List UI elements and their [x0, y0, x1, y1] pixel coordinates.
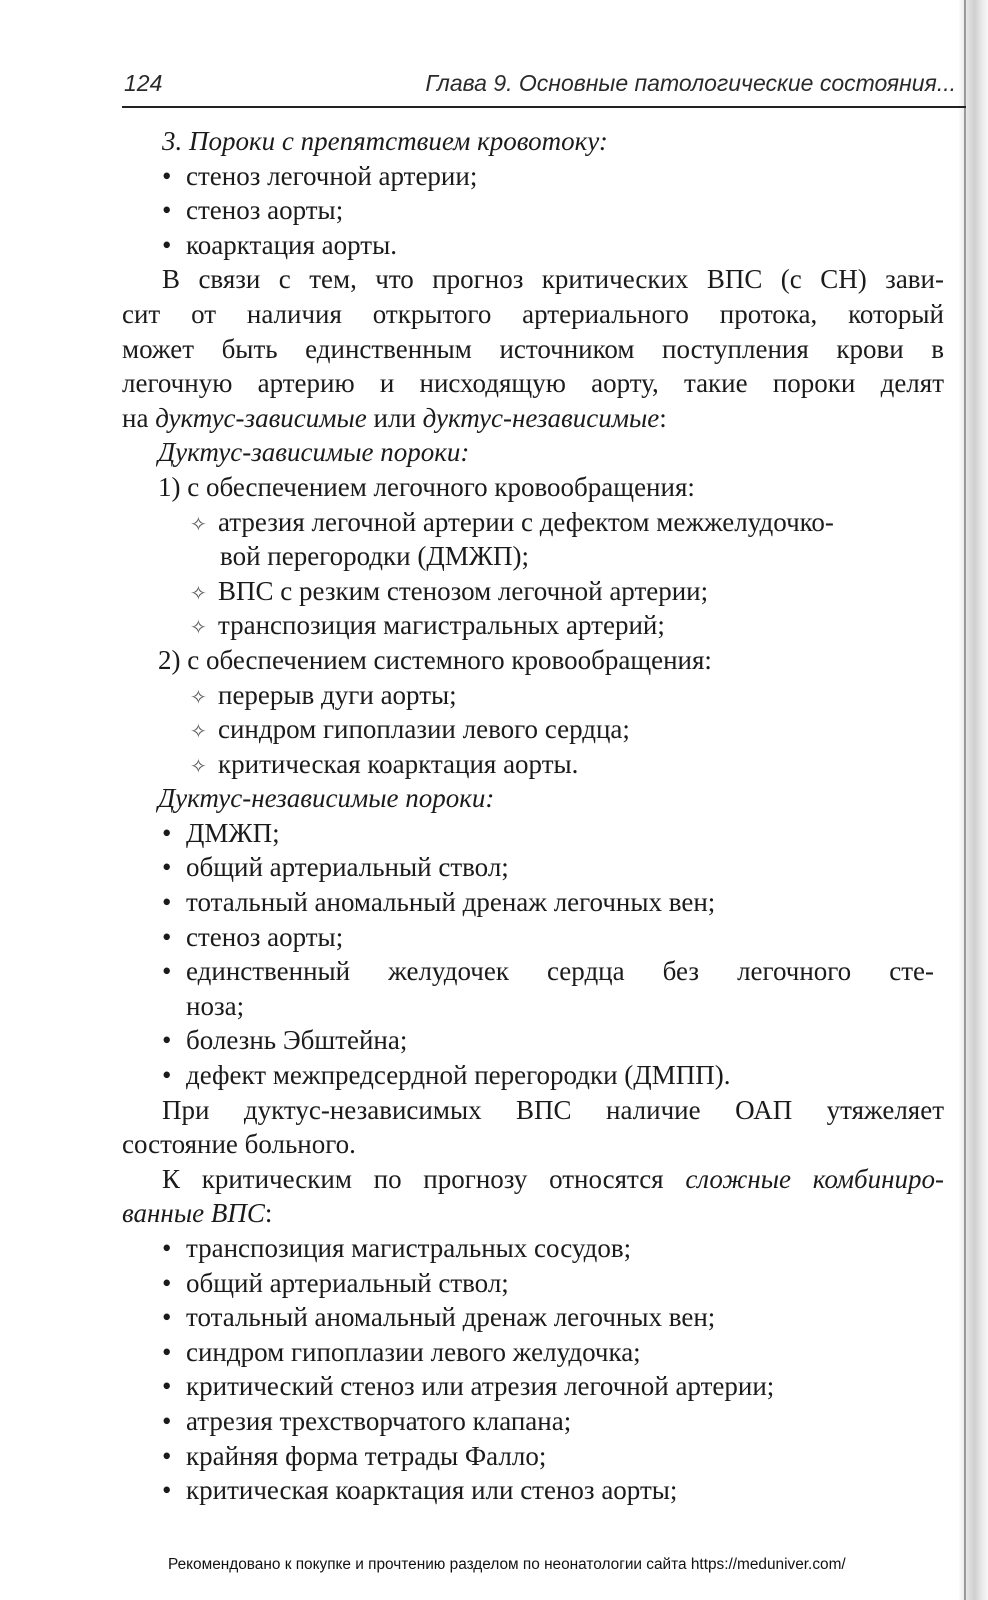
paragraph-line: сит от наличия открытого артериального протока, который: [122, 298, 944, 329]
sub-list-item-continuation: вой перегородки (ДМЖП);: [220, 541, 529, 572]
list-item: • тотальный аномальный дренаж легочных вен;: [122, 885, 944, 920]
bullet-icon: •: [162, 1336, 172, 1367]
list-item: • стеноз легочной артерии;: [122, 159, 944, 194]
list-item-continuation: ноза;: [186, 990, 245, 1021]
list-item: • атрезия трехстворчатого клапана;: [122, 1404, 944, 1439]
numbered-item: 1) с обеспечением легочного кровообращения:: [158, 471, 695, 502]
term-italic: дуктус-зависимые: [155, 402, 367, 433]
bullet-icon: •: [162, 852, 172, 883]
diamond-bullet-icon: ✧: [190, 615, 207, 640]
diamond-bullet-icon: ✧: [190, 719, 207, 744]
list-item: • критическая коарктация или стеноз аорты;: [122, 1473, 944, 1508]
list-item: • общий артериальный ствол;: [122, 1266, 944, 1301]
bullet-icon: •: [162, 1025, 172, 1056]
paragraph-line: В связи с тем, что прогноз критических ВПС (с СН) зави-: [162, 264, 944, 295]
chapter-title: Глава 9. Основные патологические состояния...: [425, 70, 956, 96]
header-rule: [122, 106, 966, 108]
paragraph-line: состояние больного.: [122, 1129, 356, 1160]
list-item: • общий артериальный ствол;: [122, 850, 944, 885]
paragraph-line: легочную артерию и нисходящую аорту, такие пороки делят: [122, 368, 944, 399]
section-heading: 3. Пороки с препятствием кровотоку:: [162, 126, 608, 156]
paragraph-line: может быть единственным источником поступления крови в: [122, 333, 944, 364]
subsection-heading: Дуктус-зависимые пороки:: [158, 437, 470, 468]
footer-note: Рекомендовано к покупке и прочтению разделом по неонатологии сайта https://meduniver.com/: [168, 1556, 846, 1573]
term-italic: дуктус-независимые: [422, 402, 660, 433]
paragraph-line: ванные ВПС:: [122, 1198, 273, 1229]
page-number: 124: [124, 70, 163, 96]
bullet-icon: •: [162, 1475, 172, 1506]
diamond-bullet-icon: ✧: [190, 580, 207, 605]
page-edge-line: [964, 0, 966, 1600]
term-italic: сложные комбиниро-: [685, 1163, 944, 1194]
paragraph-line: При дуктус-независимых ВПС наличие ОАП утяжеляет: [162, 1094, 944, 1125]
bullet-icon: •: [162, 1371, 172, 1402]
bullet-icon: •: [162, 1405, 172, 1436]
sub-list-item: ✧ атрезия легочной артерии с дефектом межжелудочко-: [122, 505, 944, 540]
bullet-icon: •: [162, 195, 172, 226]
list-item: • болезнь Эбштейна;: [122, 1023, 944, 1058]
diamond-bullet-icon: ✧: [190, 753, 207, 778]
diamond-bullet-icon: ✧: [190, 684, 207, 709]
paragraph-line: К критическим по прогнозу относятся сложные комбиниро-: [162, 1163, 944, 1194]
list-item: • коарктация аорты.: [122, 228, 944, 263]
list-item: • синдром гипоплазии левого желудочка;: [122, 1335, 944, 1370]
bullet-icon: •: [162, 229, 172, 260]
sub-list-item: ✧ транспозиция магистральных артерий;: [122, 608, 944, 643]
list-item: • крайняя форма тетрады Фалло;: [122, 1439, 944, 1474]
page-edge-shadow: [958, 0, 988, 1600]
bullet-icon: •: [162, 921, 172, 952]
bullet-icon: •: [162, 1233, 172, 1263]
bullet-icon: •: [162, 160, 172, 191]
bullet-icon: •: [162, 1302, 172, 1333]
bullet-icon: •: [162, 817, 172, 848]
numbered-item: 2) с обеспечением системного кровообращения:: [158, 644, 712, 675]
term-italic: ванные ВПС: [122, 1198, 265, 1229]
subsection-heading: Дуктус-независимые пороки:: [158, 783, 495, 814]
sub-list-item: ✧ перерыв дуги аорты;: [122, 678, 944, 713]
diamond-bullet-icon: ✧: [190, 511, 207, 536]
sub-list-item: ✧ синдром гипоплазии левого сердца;: [122, 712, 944, 747]
bullet-icon: •: [162, 1267, 172, 1298]
bullet-icon: •: [162, 1440, 172, 1471]
list-item: • транспозиция магистральных сосудов;: [122, 1231, 944, 1266]
list-item: • стеноз аорты;: [122, 193, 944, 228]
paragraph-line: на дуктус-зависимые или дуктус-независимые:: [122, 402, 667, 433]
bullet-icon: •: [162, 1060, 172, 1091]
running-header: [122, 70, 968, 106]
bullet-icon: •: [162, 887, 172, 918]
bullet-icon: •: [162, 956, 172, 987]
list-item: • тотальный аномальный дренаж легочных вен;: [122, 1300, 944, 1335]
list-item: • дефект межпредсердной перегородки (ДМПП).: [122, 1058, 944, 1093]
sub-list-item: ✧ ВПС с резким стенозом легочной артерии;: [122, 574, 944, 609]
list-item: • критический стеноз или атрезия легочной артерии;: [122, 1369, 944, 1404]
list-item: • ДМЖП;: [122, 816, 944, 851]
body-text: [122, 124, 944, 1508]
sub-list-item: ✧ критическая коарктация аорты.: [122, 747, 944, 782]
list-item: • единственный желудочек сердца без легочного сте-: [122, 954, 944, 989]
list-item: • стеноз аорты;: [122, 920, 944, 955]
